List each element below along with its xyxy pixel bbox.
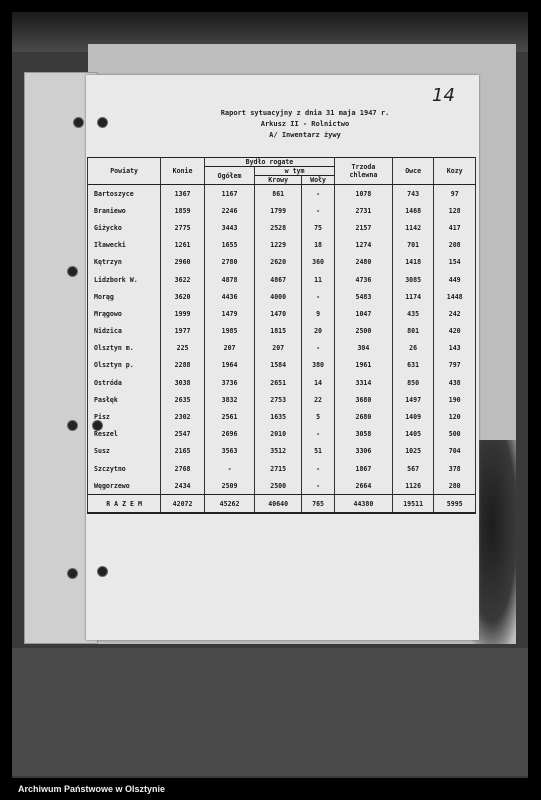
cell-total: - [204, 460, 254, 477]
totals-goats: 5995 [434, 495, 476, 514]
header-cattle-total: Ogółem [204, 167, 254, 185]
cell-goats: 378 [434, 460, 476, 477]
cell-cows: 1799 [255, 202, 302, 219]
cell-sheep: 1497 [392, 391, 434, 408]
cell-total: 3443 [204, 219, 254, 236]
header-of-which: w tym [255, 167, 335, 176]
cell-total: 4436 [204, 288, 254, 305]
cell-oxen: - [302, 185, 335, 203]
cell-sheep: 1025 [392, 443, 434, 460]
cell-cows: 2528 [255, 219, 302, 236]
cell-cows: 861 [255, 185, 302, 203]
cell-oxen: - [302, 477, 335, 495]
cell-oxen: - [302, 340, 335, 357]
cell-horses: 3038 [161, 374, 205, 391]
totals-horses: 42072 [161, 495, 205, 514]
cell-pigs: 3058 [334, 426, 392, 443]
cell-pigs: 304 [334, 340, 392, 357]
table-row [88, 426, 476, 443]
cell-cows: 1815 [255, 323, 302, 340]
cell-cows: 2010 [255, 426, 302, 443]
cell-goats: 420 [434, 323, 476, 340]
cell-horses: 2768 [161, 460, 205, 477]
cell-goats: 190 [434, 391, 476, 408]
heading-line: A/ Inwentarz żywy [269, 131, 341, 139]
cell-oxen: - [302, 202, 335, 219]
cell-sheep: 743 [392, 185, 434, 203]
cell-horses: 2635 [161, 391, 205, 408]
table-row [88, 477, 476, 495]
cell-district: Szczytno [88, 460, 161, 477]
page-number: 14 [432, 85, 455, 106]
cell-goats: 704 [434, 443, 476, 460]
cell-oxen: 75 [302, 219, 335, 236]
cell-goats: 120 [434, 408, 476, 425]
binder-hole [97, 566, 108, 577]
cell-sheep: 1126 [392, 477, 434, 495]
cell-sheep: 26 [392, 340, 434, 357]
totals-pigs: 44380 [334, 495, 392, 514]
cell-pigs: 2680 [334, 408, 392, 425]
table-row [88, 460, 476, 477]
cell-horses: 2165 [161, 443, 205, 460]
cell-goats: 500 [434, 426, 476, 443]
cell-horses: 2960 [161, 254, 205, 271]
cell-oxen: 18 [302, 237, 335, 254]
cell-total: 3736 [204, 374, 254, 391]
cell-oxen: 360 [302, 254, 335, 271]
cell-sheep: 701 [392, 237, 434, 254]
cell-sheep: 1405 [392, 426, 434, 443]
cell-goats: 797 [434, 357, 476, 374]
cell-total: 3563 [204, 443, 254, 460]
cell-total: 3832 [204, 391, 254, 408]
table-body [88, 185, 476, 495]
cell-goats: 438 [434, 374, 476, 391]
cell-cows: 2500 [255, 477, 302, 495]
cell-goats: 280 [434, 477, 476, 495]
binder-hole [73, 117, 84, 128]
cell-goats: 449 [434, 271, 476, 288]
cell-district: Braniewo [88, 202, 161, 219]
table-row [88, 254, 476, 271]
cell-cows: 2651 [255, 374, 302, 391]
cell-cows: 2620 [255, 254, 302, 271]
cell-sheep: 3085 [392, 271, 434, 288]
cell-oxen: 9 [302, 305, 335, 322]
cell-district: Mrągowo [88, 305, 161, 322]
cell-district: Bartoszyce [88, 185, 161, 203]
cell-sheep: 435 [392, 305, 434, 322]
binder-hole [97, 117, 108, 128]
report-heading [180, 108, 430, 141]
cell-district: Węgorzewo [88, 477, 161, 495]
heading-line: Raport sytuacyjny z dnia 31 maja 1947 r. [220, 109, 390, 117]
cell-sheep: 631 [392, 357, 434, 374]
cell-pigs: 5483 [334, 288, 392, 305]
cell-cows: 1635 [255, 408, 302, 425]
cell-oxen: 5 [302, 408, 335, 425]
cell-horses: 3622 [161, 271, 205, 288]
cell-goats: 154 [434, 254, 476, 271]
table-row [88, 219, 476, 236]
cell-oxen: - [302, 288, 335, 305]
cell-pigs: 1047 [334, 305, 392, 322]
cell-sheep: 1418 [392, 254, 434, 271]
header-district: Powiaty [88, 158, 161, 185]
livestock-table [87, 157, 476, 514]
heading-line: Arkusz II - Rolnictwo [260, 120, 350, 128]
cell-district: Iławecki [88, 237, 161, 254]
table-row [88, 288, 476, 305]
cell-oxen: 20 [302, 323, 335, 340]
cell-horses: 2302 [161, 408, 205, 425]
cell-horses: 1977 [161, 323, 205, 340]
table-row [88, 323, 476, 340]
cell-oxen: 11 [302, 271, 335, 288]
cell-horses: 2775 [161, 219, 205, 236]
cell-cows: 2753 [255, 391, 302, 408]
cell-goats: 208 [434, 237, 476, 254]
table-row [88, 340, 476, 357]
table-row [88, 305, 476, 322]
cell-horses: 1367 [161, 185, 205, 203]
cell-total: 1479 [204, 305, 254, 322]
cell-sheep: 1468 [392, 202, 434, 219]
table-row [88, 374, 476, 391]
cell-cows: 1584 [255, 357, 302, 374]
table-row [88, 408, 476, 425]
cell-total: 1167 [204, 185, 254, 203]
header-goats: Kozy [434, 158, 476, 185]
cell-total: 1964 [204, 357, 254, 374]
header-sheep: Owce [392, 158, 434, 185]
cell-horses: 1261 [161, 237, 205, 254]
archive-label: Archiwum Państwowe w Olsztynie [18, 784, 166, 794]
cell-goats: 143 [434, 340, 476, 357]
cell-horses: 3620 [161, 288, 205, 305]
header-oxen: Woły [302, 176, 335, 185]
cell-total: 207 [204, 340, 254, 357]
cell-cows: 4000 [255, 288, 302, 305]
cell-pigs: 3306 [334, 443, 392, 460]
cell-district: Susz [88, 443, 161, 460]
cell-horses: 225 [161, 340, 205, 357]
cell-district: Lidzbork W. [88, 271, 161, 288]
cell-district: Giżycko [88, 219, 161, 236]
cell-goats: 242 [434, 305, 476, 322]
binder-hole [67, 420, 78, 431]
cell-pigs: 3314 [334, 374, 392, 391]
cell-oxen: 380 [302, 357, 335, 374]
header-cattle: Bydło rogate [204, 158, 334, 167]
cell-pigs: 2157 [334, 219, 392, 236]
totals-cows: 40640 [255, 495, 302, 514]
cell-sheep: 1174 [392, 288, 434, 305]
cell-sheep: 850 [392, 374, 434, 391]
cell-pigs: 1961 [334, 357, 392, 374]
totals-oxen: 765 [302, 495, 335, 514]
cell-pigs: 2731 [334, 202, 392, 219]
cell-district: Pisz [88, 408, 161, 425]
cell-district: Reszel [88, 426, 161, 443]
cell-horses: 2288 [161, 357, 205, 374]
cell-pigs: 1274 [334, 237, 392, 254]
binder-hole [67, 568, 78, 579]
cell-goats: 1448 [434, 288, 476, 305]
cell-total: 2246 [204, 202, 254, 219]
cell-total: 2696 [204, 426, 254, 443]
cell-pigs: 2664 [334, 477, 392, 495]
cell-sheep: 567 [392, 460, 434, 477]
cell-district: Morąg [88, 288, 161, 305]
cell-district: Olsztyn p. [88, 357, 161, 374]
cell-sheep: 801 [392, 323, 434, 340]
cell-district: Pasłęk [88, 391, 161, 408]
cell-total: 2561 [204, 408, 254, 425]
cell-pigs: 3680 [334, 391, 392, 408]
totals-sheep: 19511 [392, 495, 434, 514]
totals-cattle: 45262 [204, 495, 254, 514]
cell-goats: 417 [434, 219, 476, 236]
table-row [88, 271, 476, 288]
cell-total: 1985 [204, 323, 254, 340]
totals-row [88, 495, 476, 514]
totals-label: R A Z E M [88, 495, 161, 514]
table-row [88, 357, 476, 374]
cell-district: Olsztyn m. [88, 340, 161, 357]
cell-cows: 207 [255, 340, 302, 357]
cell-horses: 1859 [161, 202, 205, 219]
cell-horses: 2547 [161, 426, 205, 443]
cell-total: 1655 [204, 237, 254, 254]
header-cows: Krowy [255, 176, 302, 185]
cell-pigs: 2500 [334, 323, 392, 340]
cell-cows: 4867 [255, 271, 302, 288]
cell-oxen: - [302, 426, 335, 443]
table-row [88, 443, 476, 460]
cell-cows: 1229 [255, 237, 302, 254]
table-row [88, 391, 476, 408]
cell-horses: 1999 [161, 305, 205, 322]
cell-pigs: 1867 [334, 460, 392, 477]
cell-horses: 2434 [161, 477, 205, 495]
cell-oxen: 14 [302, 374, 335, 391]
binder-hole [67, 266, 78, 277]
cell-cows: 2715 [255, 460, 302, 477]
cell-cows: 3512 [255, 443, 302, 460]
cell-oxen: - [302, 460, 335, 477]
header-horses: Konie [161, 158, 205, 185]
cell-district: Ostróda [88, 374, 161, 391]
table-row [88, 237, 476, 254]
cell-goats: 128 [434, 202, 476, 219]
header-pigs: Trzoda chlewna [334, 158, 392, 185]
cell-district: Kętrzyn [88, 254, 161, 271]
cell-total: 4878 [204, 271, 254, 288]
cell-district: Nidzica [88, 323, 161, 340]
table-row [88, 202, 476, 219]
cell-pigs: 2480 [334, 254, 392, 271]
cell-total: 2780 [204, 254, 254, 271]
cell-total: 2509 [204, 477, 254, 495]
cell-oxen: 22 [302, 391, 335, 408]
cell-pigs: 1078 [334, 185, 392, 203]
cell-sheep: 1142 [392, 219, 434, 236]
cell-sheep: 1409 [392, 408, 434, 425]
cell-oxen: 51 [302, 443, 335, 460]
cell-cows: 1470 [255, 305, 302, 322]
cell-pigs: 4736 [334, 271, 392, 288]
cell-goats: 97 [434, 185, 476, 203]
film-bottom-band [12, 648, 528, 776]
table-row [88, 185, 476, 203]
